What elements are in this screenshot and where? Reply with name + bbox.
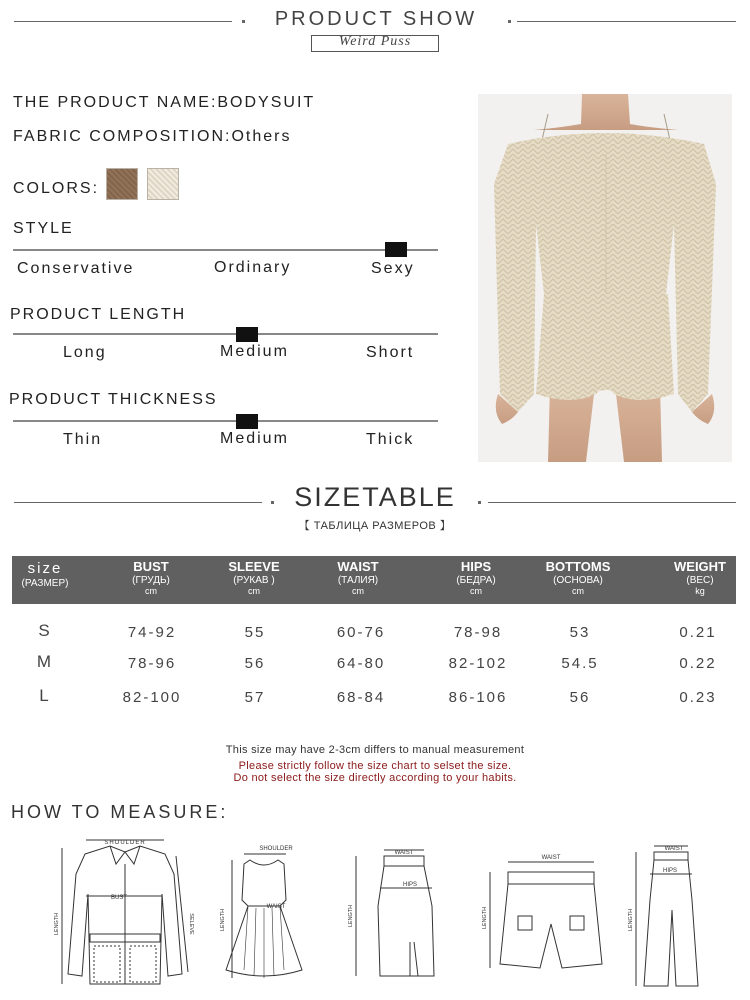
cell-bust: 82-100	[122, 689, 182, 706]
length-label-long: Long	[63, 344, 107, 361]
jacket-length-label: LENGTH	[54, 912, 60, 936]
size-warning-line1: Please strictly follow the size chart to selset the size.	[238, 760, 512, 772]
style-scale-line	[13, 249, 438, 251]
bodysuit-image	[478, 94, 732, 462]
cell-waist: 60-76	[336, 624, 386, 641]
cell-sleeve: 56	[244, 655, 266, 672]
sizetable-title: SIZETABLE	[294, 482, 456, 512]
shorts-diagram	[478, 846, 608, 976]
dress-waist-label: WAIST	[266, 904, 286, 910]
style-label-ordinary: Ordinary	[214, 259, 292, 276]
pants-hips-label: HIPS	[662, 868, 678, 874]
header-dot-right	[508, 20, 511, 23]
column-header-bust: BUST (ГРУДЬ) cm	[132, 559, 170, 596]
how-to-measure-title: HOW TO MEASURE:	[11, 802, 229, 822]
pants-waist-label: WAIST	[664, 846, 684, 852]
color-swatch-brown[interactable]	[106, 168, 138, 200]
length-title: PRODUCT LENGTH	[10, 306, 187, 323]
product-name: THE PRODUCT NAME:BODYSUIT	[13, 94, 316, 111]
style-title: STYLE	[13, 220, 74, 237]
pants-length-label: LENGTH	[628, 908, 634, 932]
cell-hips: 78-98	[453, 624, 503, 641]
shorts-length-label: LENGTH	[482, 906, 488, 930]
dress-diagram	[214, 840, 314, 984]
skirt-length-label: LENGTH	[348, 904, 354, 928]
cell-size: L	[39, 686, 51, 705]
thickness-level-marker	[236, 414, 258, 429]
fabric-composition: FABRIC COMPOSITION:Others	[13, 128, 292, 145]
jacket-bust-label: BUST	[110, 895, 128, 901]
cell-weight: 0.21	[679, 624, 717, 641]
shorts-waist-label: WAIST	[541, 855, 561, 861]
length-level-marker	[236, 327, 258, 342]
header-rule-right	[517, 21, 736, 22]
cell-hips: 86-106	[448, 689, 508, 706]
jacket-diagram	[50, 834, 200, 990]
cell-bust: 74-92	[127, 624, 177, 641]
thickness-scale-line	[13, 420, 438, 422]
skirt-waist-label: WAIST	[394, 850, 414, 856]
cell-bottoms: 56	[569, 689, 591, 706]
style-label-conservative: Conservative	[17, 260, 135, 277]
cell-size: S	[38, 621, 52, 640]
column-header-waist: WAIST (ТАЛИЯ) cm	[337, 559, 379, 596]
jacket-shoulder-label: SHOULDER	[104, 840, 146, 846]
sizetable-subtitle: 【 ТАБЛИЦА РАЗМЕРОВ 】	[298, 520, 452, 532]
thickness-label-medium: Medium	[220, 430, 289, 447]
sizetable-rule-right	[488, 502, 736, 503]
cell-size: M	[36, 652, 54, 671]
thickness-label-thin: Thin	[63, 431, 103, 448]
column-header-hips: HIPS (БЕДРА) cm	[456, 559, 496, 596]
thickness-label-thick: Thick	[366, 431, 415, 448]
product-photo	[478, 94, 732, 462]
size-warning-line2: Do not select the size directly according to your habits.	[233, 772, 517, 784]
column-header-weight: WEIGHT (ВЕС) kg	[674, 559, 726, 596]
cell-hips: 82-102	[448, 655, 508, 672]
table-header	[12, 556, 736, 604]
cell-sleeve: 55	[244, 624, 266, 641]
cell-sleeve: 57	[244, 689, 266, 706]
header-rule-left	[14, 21, 232, 22]
sizetable-dot-left	[271, 501, 274, 504]
measurement-note: This size may have 2-3cm differs to manual measurement	[225, 744, 525, 756]
pants-diagram	[622, 840, 712, 990]
dress-shoulder-label: SHOULDER	[259, 846, 293, 852]
column-header-sleeve: SLEEVE (РУКАВ ) cm	[228, 559, 280, 596]
length-label-short: Short	[366, 344, 415, 361]
sizetable-dot-right	[478, 501, 481, 504]
length-label-medium: Medium	[220, 343, 289, 360]
brand-name: Weird Puss	[338, 34, 412, 49]
cell-weight: 0.22	[679, 655, 717, 672]
cell-bottoms: 53	[569, 624, 591, 641]
skirt-hips-label: HIPS	[402, 882, 418, 888]
thickness-title: PRODUCT THICKNESS	[9, 391, 218, 408]
jacket-sleeve-label: SELEVE	[188, 913, 194, 935]
column-header-size: size (РАЗМЕР)	[21, 560, 69, 589]
page-title: PRODUCT SHOW	[274, 8, 478, 30]
cell-bottoms: 54.5	[561, 655, 599, 672]
dress-length-label: LENGTH	[220, 908, 226, 932]
cell-waist: 64-80	[336, 655, 386, 672]
colors-label: COLORS:	[13, 180, 100, 197]
style-label-sexy: Sexy	[371, 260, 415, 277]
color-swatch-cream[interactable]	[147, 168, 179, 200]
cell-waist: 68-84	[336, 689, 386, 706]
sizetable-rule-left	[14, 502, 262, 503]
cell-weight: 0.23	[679, 689, 717, 706]
column-header-bottoms: BOTTOMS (ОСНОВА) cm	[545, 559, 611, 596]
style-level-marker	[385, 242, 407, 257]
skirt-diagram	[340, 842, 440, 984]
length-scale-line	[13, 333, 438, 335]
cell-bust: 78-96	[127, 655, 177, 672]
